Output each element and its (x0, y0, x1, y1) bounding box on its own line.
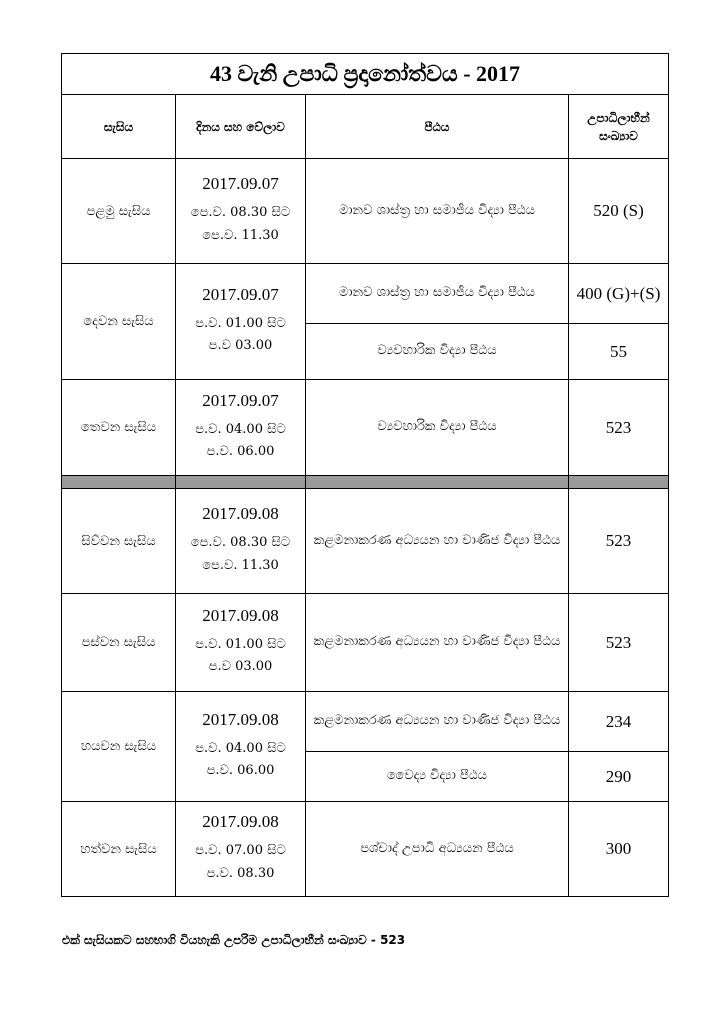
header-session: සැසිය (62, 95, 176, 159)
session-time-from: ප.ව. 04.00 සිට (195, 421, 286, 437)
session-time-to: ප.ව. 06.00 (206, 763, 275, 778)
session-date: 2017.09.07 (202, 174, 279, 194)
header-datetime: දිනය සහ වේලාව (176, 95, 306, 159)
session-time-to: පෙ.ව. 11.30 (202, 557, 279, 573)
session-time-to: ප.ව 03.00 (208, 338, 273, 353)
header-count: උපාධිලාභීන් සංඛ්‍යාව (569, 95, 669, 159)
faculty-name: මානව ශාස්ත්‍ර හා සමාජීය විද්‍යා පීඨය (306, 264, 569, 324)
table-row (62, 159, 669, 264)
session-date: 2017.09.08 (202, 709, 279, 729)
faculty-name: ව්‍යවහාරික විද්‍යා පීඨය (306, 380, 569, 476)
graduate-count: 290 (569, 752, 669, 802)
max-graduates-note: එක් සැසියකට සහභාගි වියහැකි උපරිම උපාධිලාභීන් සංඛ්‍යාව - 523 (62, 933, 406, 947)
session-time-from: ප.ව. 07.00 සිට (195, 843, 286, 859)
session-date: 2017.09.08 (202, 605, 279, 625)
graduate-count: 300 (569, 802, 669, 897)
session-name: සිව්වන සැසිය (62, 489, 176, 594)
session-time-from: පෙ.ව. 08.30 සිට (190, 205, 291, 221)
table-header-row (62, 95, 669, 159)
session-datetime (176, 692, 306, 802)
session-datetime (176, 159, 306, 264)
faculty-name: වෛද්‍ය විද්‍යා පීඨය (306, 752, 569, 802)
faculty-name: කළමනාකරණ අධ්‍යයන හා වාණිජ විද්‍යා පීඨය (306, 692, 569, 752)
session-name: හයවන සැසිය (62, 692, 176, 802)
table-row (62, 489, 669, 594)
graduate-count: 523 (569, 380, 669, 476)
session-time-from: ප.ව. 01.00 සිට (195, 315, 286, 331)
session-name: තෙවන සැසිය (62, 380, 176, 476)
session-date: 2017.09.07 (202, 390, 279, 410)
table-row (62, 594, 669, 692)
faculty-name: ව්‍යවහාරික විද්‍යා පීඨය (306, 324, 569, 380)
session-date: 2017.09.08 (202, 812, 279, 832)
session-time-to: පෙ.ව. 11.30 (202, 227, 279, 243)
session-name: පළමු සැසිය (62, 159, 176, 264)
day-separator (62, 476, 669, 489)
session-datetime (176, 264, 306, 380)
session-time-from: පෙ.ව. 08.30 සිට (190, 535, 291, 551)
faculty-name: පශ්චාද් උපාධි අධ්‍යයන පීඨය (306, 802, 569, 897)
session-date: 2017.09.08 (202, 504, 279, 524)
session-time-to: ප.ව. 06.00 (206, 444, 275, 459)
session-time-to: ප.ව. 08.30 (206, 865, 275, 881)
table-row (62, 264, 669, 324)
page-title: 43 වැනි උපාධි ප්‍රදානෝත්වය - 2017 (62, 54, 669, 95)
convocation-schedule-table (61, 53, 669, 897)
graduate-count: 523 (569, 594, 669, 692)
session-time-from: ප.ව. 01.00 සිට (195, 636, 286, 652)
graduate-count: 520 (S) (569, 159, 669, 264)
session-datetime (176, 594, 306, 692)
graduate-count: 55 (569, 324, 669, 380)
faculty-name: කළමනාකරණ අධ්‍යයන හා වාණිජ විද්‍යා පීඨය (306, 594, 569, 692)
session-name: හත්වන සැසිය (62, 802, 176, 897)
session-name: පස්වන සැසිය (62, 594, 176, 692)
graduate-count: 234 (569, 692, 669, 752)
session-datetime (176, 489, 306, 594)
session-time-from: ප.ව. 04.00 සිට (195, 740, 286, 756)
session-name: දෙවන සැසිය (62, 264, 176, 380)
session-date: 2017.09.07 (202, 284, 279, 304)
table-row (62, 692, 669, 752)
table-row (62, 380, 669, 476)
faculty-name: කළමනාකරණ අධ්‍යයන හා වාණිජ විද්‍යා පීඨය (306, 489, 569, 594)
faculty-name: මානව ශාස්ත්‍ර හා සමාජීය විද්‍යා පීඨය (306, 159, 569, 264)
table-row (62, 802, 669, 897)
graduate-count: 523 (569, 489, 669, 594)
session-datetime (176, 380, 306, 476)
session-datetime (176, 802, 306, 897)
session-time-to: ප.ව 03.00 (208, 659, 273, 674)
header-faculty: පීඨය (306, 95, 569, 159)
graduate-count: 400 (G)+(S) (569, 264, 669, 324)
